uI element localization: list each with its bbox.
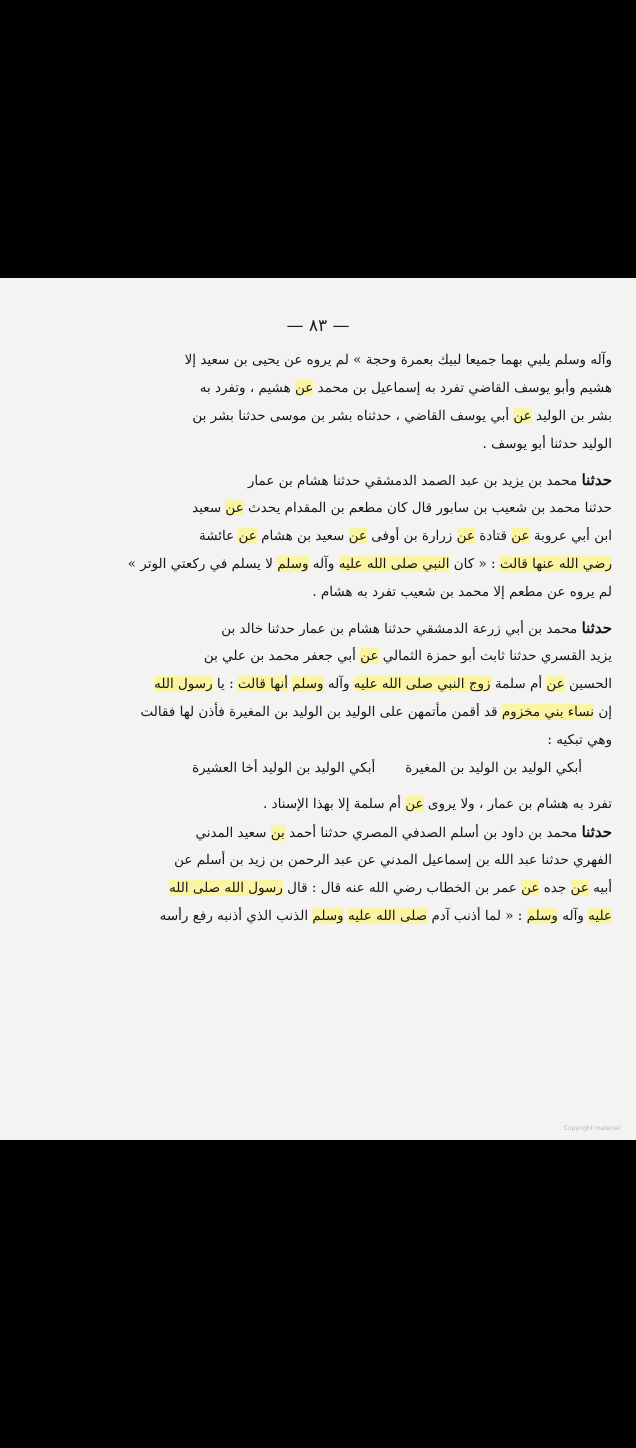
text-line — [78, 790, 612, 818]
text-segment: قد أقمن مأتمهن على الوليد بن الوليد بن المغيرة فأذن لها فقالت — [140, 704, 502, 720]
text-segment: إن — [594, 704, 612, 720]
highlighted-text: عن — [511, 528, 530, 544]
text-segment: الوليد حدثنا أبو يوسف . — [482, 436, 612, 452]
text-segment: : « كان — [449, 556, 500, 572]
text-line — [78, 818, 612, 846]
text-segment: أبي جعفر محمد بن علي بن — [203, 648, 361, 664]
text-segment: محمد بن داود بن أسلم الصدفي المصري حدثنا أحمد — [284, 825, 582, 841]
text-segment: : يا — [212, 676, 238, 692]
text-segment: سعيد المدني — [195, 825, 271, 841]
text-segment: جده — [539, 880, 571, 896]
text-line — [78, 670, 612, 698]
text-segment: بشر بن الوليد — [531, 408, 612, 424]
text-segment: عائشة — [198, 528, 239, 544]
text-line — [78, 614, 612, 642]
text-segment: أبكي الوليد بن الوليد أخا العشيرة — [192, 760, 376, 776]
highlighted-text: عن — [348, 528, 367, 544]
text-segment: هشيم ، وتفرد به — [199, 380, 296, 396]
highlighted-text: رسول الله صلى الله — [169, 880, 283, 896]
text-segment: محمد بن يزيد بن عبد الصمد الدمشقي حدثنا هشام بن عمار — [247, 473, 582, 489]
text-line — [78, 642, 612, 670]
text-segment: الذنب الذي أذنبه رفع رأسه — [159, 908, 313, 924]
text-line — [78, 846, 612, 874]
highlighted-text: النبي صلى الله عليه — [338, 556, 450, 572]
highlighted-text: عن — [521, 880, 540, 896]
text-segment: أبكي الوليد بن الوليد بن المغيرة — [405, 760, 582, 776]
text-segment: لم يروه عن مطعم إلا محمد بن شعيب تفرد به هشام . — [312, 584, 612, 600]
highlighted-text: نساء بني مخزوم — [501, 704, 595, 720]
text-line — [78, 522, 612, 550]
highlighted-text: عن — [570, 880, 589, 896]
text-segment: عمر بن الخطاب رضي الله عنه قال : قال — [282, 880, 522, 896]
text-segment: : « لما أذنب آدم — [427, 908, 527, 924]
text-segment: الفهري حدثنا عبد الله بن إسماعيل المدني عن عبد الرحمن بن زيد بن أسلم عن — [174, 852, 612, 868]
text-line — [78, 874, 612, 902]
highlighted-text: وسلم — [292, 676, 324, 692]
page-number: — ٨٣ — — [286, 316, 350, 336]
text-segment: لا يسلم في ركعتي الوتر » — [127, 556, 278, 572]
text-line — [78, 346, 612, 374]
text-segment: تفرد به هشام بن عمار ، ولا يروى — [423, 796, 612, 812]
highlighted-text: زوج النبي صلى الله عليه — [353, 676, 491, 692]
text-segment: ابن أبي عروبة — [529, 528, 612, 544]
text-segment: أم سلمة — [490, 676, 547, 692]
hadith-lead: حدثنا — [581, 471, 612, 489]
text-line — [78, 550, 612, 578]
text-segment: وآله — [323, 676, 354, 692]
text-segment: أبي يوسف القاضي ، حدثناه بشر بن موسى حدثنا بشر بن — [192, 408, 514, 424]
text-line — [78, 494, 612, 522]
highlighted-text: عن — [238, 528, 257, 544]
text-line — [78, 466, 612, 494]
highlighted-text: عن — [405, 796, 424, 812]
text-segment: هشيم وأبو يوسف القاضي تفرد به إسماعيل بن محمد — [313, 380, 612, 396]
highlighted-text: أنها قالت — [237, 676, 288, 692]
highlighted-text: رسول الله — [154, 676, 213, 692]
text-segment: وآله وسلم يلبي بهما جميعا لبيك بعمرة وحجة » لم يروه عن يحيى بن سعيد إلا — [184, 352, 612, 368]
text-segment: وآله — [557, 908, 589, 924]
text-line — [78, 402, 612, 430]
text-line — [78, 902, 612, 930]
highlighted-text: بن — [270, 825, 285, 841]
highlighted-text: رضي الله عنها قالت — [499, 556, 612, 572]
text-segment: أم سلمة إلا بهذا الإسناد . — [263, 796, 406, 812]
text-segment: قتادة — [474, 528, 512, 544]
highlighted-text: عن — [360, 648, 379, 664]
text-segment: سعيد — [192, 500, 226, 516]
book-page — [0, 278, 636, 1140]
highlighted-text: وسلم — [277, 556, 309, 572]
highlighted-text: وسلم — [312, 908, 344, 924]
text-segment: حدثنا محمد بن شعيب بن سابور قال كان مطعم بن المقدام يحدث — [243, 500, 612, 516]
text-line — [78, 374, 612, 402]
hadith-lead: حدثنا — [581, 619, 612, 637]
hadith-lead: حدثنا — [581, 823, 612, 841]
copyright-notice: Copyright material — [563, 1125, 620, 1132]
highlighted-text: عن — [456, 528, 475, 544]
highlighted-text: عن — [546, 676, 565, 692]
text-segment: الحسين — [564, 676, 612, 692]
text-segment: زرارة بن أوفى — [367, 528, 457, 544]
verse-line — [78, 754, 612, 782]
text-segment: أبيه — [588, 880, 612, 896]
text-segment: وآله — [308, 556, 339, 572]
text-line — [78, 698, 612, 726]
text-segment: سعيد بن هشام — [256, 528, 349, 544]
highlighted-text: عليه — [588, 908, 612, 924]
page-text — [78, 346, 612, 930]
highlighted-text: عن — [513, 408, 532, 424]
text-segment: يزيد القسري حدثنا ثابت أبو حمزة الثمالي — [378, 648, 612, 664]
text-line — [78, 430, 612, 458]
text-line — [78, 726, 612, 754]
text-line — [78, 578, 612, 606]
highlighted-text: عن — [295, 380, 314, 396]
highlighted-text: صلى الله عليه — [347, 908, 428, 924]
highlighted-text: عن — [225, 500, 244, 516]
text-segment: وهي تبكيه : — [547, 732, 612, 748]
highlighted-text: وسلم — [526, 908, 558, 924]
text-segment: محمد بن أبي زرعة الدمشقي حدثنا هشام بن عمار حدثنا خالد بن — [221, 621, 582, 637]
